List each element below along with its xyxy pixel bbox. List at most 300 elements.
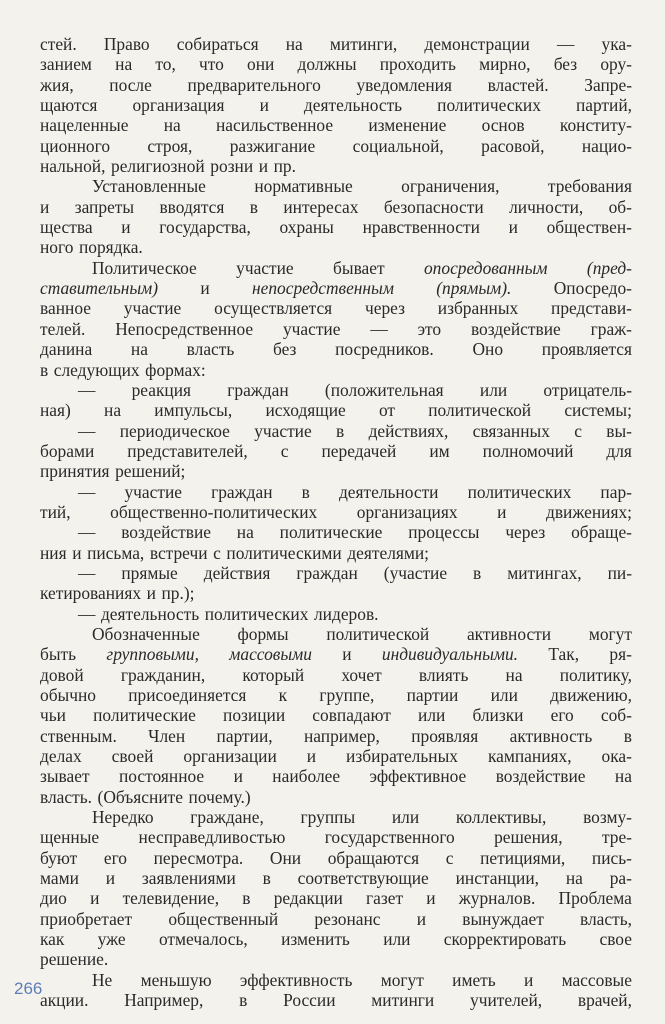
word: и (121, 217, 131, 238)
word: мирно, (479, 54, 531, 75)
word: ственным. (40, 725, 117, 746)
word: массовыми (229, 644, 312, 665)
word: Нередко (92, 807, 154, 828)
word: от (378, 400, 396, 421)
word: изменение (368, 115, 447, 136)
text-line (40, 665, 632, 685)
word: расовой, (481, 135, 545, 156)
word: организациях (356, 501, 458, 522)
word: группе, (319, 685, 375, 705)
word: петициями, (480, 847, 566, 868)
word: щаются (40, 95, 98, 116)
word: — (78, 603, 96, 624)
word: для (606, 440, 632, 461)
word: с (280, 440, 289, 461)
text-line (40, 319, 632, 339)
word: митинги (371, 990, 435, 1011)
word: чьи (40, 705, 66, 726)
word: активность (509, 725, 593, 746)
word: — (78, 379, 96, 400)
word: (прямым). (436, 278, 512, 299)
word: пар- (600, 481, 632, 502)
word: следующих (53, 359, 140, 380)
text-line (40, 176, 632, 196)
word: исходящие (265, 400, 346, 421)
word: действия (203, 562, 271, 583)
word: ра- (609, 868, 632, 889)
word: избирательных (346, 746, 458, 767)
word: периодическое (119, 420, 230, 441)
word: мами (40, 868, 79, 889)
word: ного (40, 237, 74, 258)
word: и (90, 888, 100, 909)
word: без (273, 339, 297, 360)
word: соб- (600, 705, 632, 726)
word: политических (437, 95, 541, 116)
word: тий, (40, 501, 71, 522)
word: обращаются (327, 847, 420, 868)
text-line (40, 787, 632, 807)
word: и (233, 766, 243, 787)
text-line (40, 746, 632, 766)
word: ря- (609, 644, 632, 665)
word: и (40, 196, 50, 217)
word: гражданин, (120, 664, 206, 685)
word: импульсы, (154, 400, 233, 421)
word: на (505, 664, 523, 685)
word: об- (608, 196, 632, 217)
text-line (40, 848, 632, 868)
word: граждане, (190, 807, 264, 828)
word: политические (279, 522, 383, 543)
text-line (40, 237, 632, 257)
word: акции. (40, 990, 89, 1011)
word: тре- (601, 827, 632, 848)
word: граждан (227, 379, 289, 400)
word: формах: (145, 359, 206, 380)
word: щества (40, 217, 93, 238)
word: скорректировать (443, 929, 567, 950)
word: ору- (600, 54, 632, 75)
word: возму- (583, 807, 632, 828)
word: дио (40, 888, 67, 909)
word: ванное (40, 298, 91, 319)
word: на (565, 868, 583, 889)
word: редакции (273, 888, 343, 909)
word: обраще- (571, 522, 632, 543)
word: властей. (487, 74, 549, 95)
word: политических (467, 481, 572, 502)
word: Проблема (558, 888, 632, 909)
text-line (40, 827, 632, 847)
word: как (40, 929, 65, 950)
word: — (78, 562, 96, 583)
word: соответствующие (297, 868, 429, 889)
word: Обозначенные (92, 623, 200, 644)
word: (пред- (586, 257, 632, 278)
word: пр.); (161, 583, 195, 604)
word: митинги, (329, 34, 398, 54)
text-line (40, 766, 632, 786)
text-line (40, 115, 632, 135)
word: прямые (121, 562, 178, 583)
text-line (40, 441, 632, 461)
word: что (199, 54, 224, 75)
word: воздействие (470, 318, 561, 339)
word: уведомления (356, 74, 452, 95)
word: принятия (40, 461, 110, 482)
word: движениях; (545, 501, 632, 522)
word: проходить (379, 54, 456, 75)
word: на (614, 766, 632, 787)
word: решение. (40, 949, 109, 970)
text-line (40, 278, 632, 298)
page-body-text (40, 34, 632, 1011)
word: заявлениями (141, 868, 236, 889)
word: свое (599, 929, 632, 950)
text-line (40, 868, 632, 888)
word: встречи (149, 542, 208, 563)
word: эффективное (369, 766, 467, 787)
word: пись- (591, 847, 632, 868)
word: в (242, 888, 251, 909)
word: — (78, 522, 96, 543)
word: общественно-политических (110, 501, 318, 522)
word: нацеленные (40, 115, 129, 136)
text-line (40, 543, 632, 563)
word: решений; (115, 461, 186, 482)
word: (Объясните (97, 786, 183, 807)
word: довой (40, 664, 84, 685)
word: массовые (561, 969, 632, 990)
word: который (242, 664, 305, 685)
word: деятельность (303, 95, 403, 116)
word: его (103, 847, 127, 868)
word: политическими (226, 542, 342, 563)
word: присоединяется (128, 685, 247, 705)
word: Запре- (584, 74, 632, 95)
text-line (40, 990, 632, 1010)
word: и (306, 746, 317, 767)
word: вынуждает (462, 908, 544, 929)
word: в (336, 420, 345, 441)
word: и (416, 908, 427, 929)
word: наиболее (272, 766, 341, 787)
word: иметь (452, 969, 496, 990)
word: щенные (40, 827, 100, 848)
page-number: 266 (14, 979, 43, 998)
word: обществен- (546, 217, 632, 238)
word: и (105, 868, 116, 889)
word: им (429, 440, 450, 461)
word: то, (155, 54, 176, 75)
word: и (146, 583, 156, 604)
word: стей. (40, 34, 77, 54)
word: передачей (321, 440, 397, 461)
word: вы- (606, 420, 632, 441)
word: зывает (40, 766, 90, 787)
word: интересах (283, 196, 359, 217)
word: несправедливостью (138, 827, 286, 848)
word: ока- (601, 746, 632, 767)
word: через (365, 298, 405, 319)
text-line (40, 258, 632, 278)
word: и (508, 217, 518, 238)
word: на (104, 400, 122, 421)
word: Непосредственное (115, 318, 254, 339)
word: строя, (147, 135, 193, 156)
word: постоянное (119, 766, 205, 787)
word: Опосредо- (553, 278, 632, 299)
word: или (490, 685, 518, 705)
word: в (262, 868, 271, 889)
word: Не (92, 969, 113, 990)
word: делах (40, 746, 82, 767)
word: занием (40, 54, 92, 75)
word: вводятся (159, 196, 225, 217)
word: они (247, 54, 275, 75)
text-line (40, 807, 632, 827)
word: учителей, (470, 990, 543, 1011)
word: запреты (74, 196, 135, 217)
word: групповыми, (106, 644, 199, 665)
word: граждан (211, 481, 273, 502)
text-line (40, 34, 632, 54)
word: на (236, 522, 254, 543)
word: почему.) (188, 786, 251, 807)
text-line (40, 644, 632, 664)
word: могут (588, 623, 632, 644)
word: основ (481, 115, 525, 136)
word: нальной, (40, 156, 106, 177)
text-line (40, 421, 632, 441)
word: и (200, 278, 210, 299)
word: ука- (601, 34, 632, 54)
word: нравственности (362, 217, 480, 238)
word: представи- (551, 298, 632, 319)
word: участие (124, 481, 182, 502)
text-line (40, 482, 632, 502)
text-line (40, 156, 632, 176)
word: ограничения, (401, 176, 500, 197)
word: ная) (40, 400, 71, 421)
word: политику, (559, 664, 632, 685)
word: деятельность (100, 603, 200, 624)
word: Установленные (92, 176, 206, 197)
text-line (40, 217, 632, 237)
word: безопасности (383, 196, 484, 217)
word: политической (326, 623, 430, 644)
word: журналов. (458, 888, 536, 909)
word: граждан (296, 562, 358, 583)
word: партий, (575, 95, 632, 116)
word: Они (269, 847, 302, 868)
word: отмечалось, (158, 929, 248, 950)
word: газет (366, 888, 404, 909)
text-line (40, 583, 632, 603)
word: Право (103, 34, 150, 54)
word: полномочий (482, 440, 574, 461)
word: с (445, 847, 454, 868)
word: избранных (437, 298, 519, 319)
text-line (40, 624, 632, 644)
text-line (40, 563, 632, 583)
word: в (623, 725, 632, 746)
word: эффективность (239, 969, 353, 990)
word: и (426, 888, 436, 909)
word: формы (237, 623, 289, 644)
word: отрицатель- (543, 379, 632, 400)
word: участие (123, 298, 182, 319)
text-line (40, 95, 632, 115)
word: участие (254, 420, 312, 441)
word: и (497, 501, 507, 522)
word: (положительная (324, 379, 444, 400)
word: бывает (333, 257, 385, 278)
word: изменить (281, 929, 350, 950)
text-line (40, 970, 632, 990)
word: близки (472, 705, 524, 726)
word: разжигание (229, 135, 316, 156)
text-line (40, 136, 632, 156)
word: на (130, 339, 148, 360)
word: борами (40, 440, 95, 461)
word: личности, (509, 196, 584, 217)
text-line (40, 502, 632, 522)
word: письма, (87, 542, 145, 563)
word: и (523, 969, 534, 990)
word: Так, (548, 644, 580, 665)
word: представителей, (127, 440, 248, 461)
word: буют (40, 847, 78, 868)
word: с (574, 420, 582, 441)
word: порядка. (78, 237, 143, 258)
word: или (479, 379, 508, 400)
word: своей (111, 746, 154, 767)
word: политические (93, 705, 196, 726)
word: демонстрации (424, 34, 530, 54)
word: Политическое (92, 257, 197, 278)
word: непосредственным (252, 278, 394, 299)
text-line (40, 909, 632, 929)
word: граж- (590, 318, 632, 339)
word: посредников. (335, 339, 434, 360)
word: охраны (279, 217, 334, 238)
word: — (78, 420, 96, 441)
word: опосредованным (423, 257, 548, 278)
word: связанных (472, 420, 550, 441)
word: или (383, 929, 411, 950)
word: коллективы, (455, 807, 547, 828)
word: на (115, 54, 133, 75)
word: политической (428, 400, 532, 421)
text-line (40, 705, 632, 725)
word: проявляется (541, 339, 632, 360)
word: совпадают (312, 705, 391, 726)
word: собираться (176, 34, 259, 54)
word: участие (282, 318, 341, 339)
word: (участие (383, 562, 448, 583)
word: ния (40, 542, 67, 563)
word: насильственное (216, 115, 334, 136)
word: ставительным) (40, 278, 159, 299)
word: обычно (40, 685, 96, 705)
word: индивидуальными. (381, 644, 519, 665)
word: хочет (341, 664, 382, 685)
word: пересмотра. (153, 847, 244, 868)
word: данина (40, 339, 93, 360)
word: митингах, (507, 562, 582, 583)
word: осуществляется (214, 298, 333, 319)
word: участие (236, 257, 294, 278)
word: это (417, 318, 442, 339)
word: государства, (159, 217, 251, 238)
word: активности (466, 623, 552, 644)
word: Член (148, 725, 186, 746)
text-line (40, 197, 632, 217)
word: могут (380, 969, 424, 990)
word: религиозной (111, 156, 205, 177)
word: организации (183, 746, 277, 767)
word: его (550, 705, 574, 726)
text-line (40, 298, 632, 318)
word: проявляя (411, 725, 479, 746)
word: требования (547, 176, 632, 197)
word: влиять (418, 664, 469, 685)
word: действиях, (368, 420, 449, 441)
word: конститу- (559, 115, 632, 136)
word: к (278, 685, 288, 705)
word: нормативные (254, 176, 353, 197)
text-line (40, 726, 632, 746)
word: и (342, 644, 352, 665)
word: и (259, 95, 269, 116)
word: лидеров. (314, 603, 379, 624)
word: — (370, 318, 388, 339)
word: деятелями; (347, 542, 430, 563)
word: воздействие (495, 766, 586, 787)
word: движению, (550, 685, 632, 705)
text-line (40, 685, 632, 705)
word: пр. (273, 156, 296, 177)
word: партии, (216, 725, 273, 746)
word: группы (300, 807, 356, 828)
word: с (213, 542, 221, 563)
word: деятельности (338, 481, 439, 502)
word: резонанс (314, 908, 381, 929)
word: после (109, 74, 152, 95)
word: и (72, 542, 82, 563)
word: инстанции, (455, 868, 540, 889)
word: в (40, 359, 49, 380)
text-line (40, 929, 632, 949)
word: решения, (494, 827, 563, 848)
word: без (553, 54, 578, 75)
word: кампаниях, (487, 746, 572, 767)
word: — (78, 481, 96, 502)
word: или (391, 807, 420, 828)
word: социальной, (352, 135, 444, 156)
word: в (473, 562, 482, 583)
word: ционного (40, 135, 111, 156)
word: власть (186, 339, 235, 360)
word: или (418, 705, 446, 726)
text-line (40, 400, 632, 420)
word: партии (406, 685, 459, 705)
word: воздействие (121, 522, 211, 543)
word: власть, (580, 908, 632, 929)
text-line (40, 339, 632, 359)
